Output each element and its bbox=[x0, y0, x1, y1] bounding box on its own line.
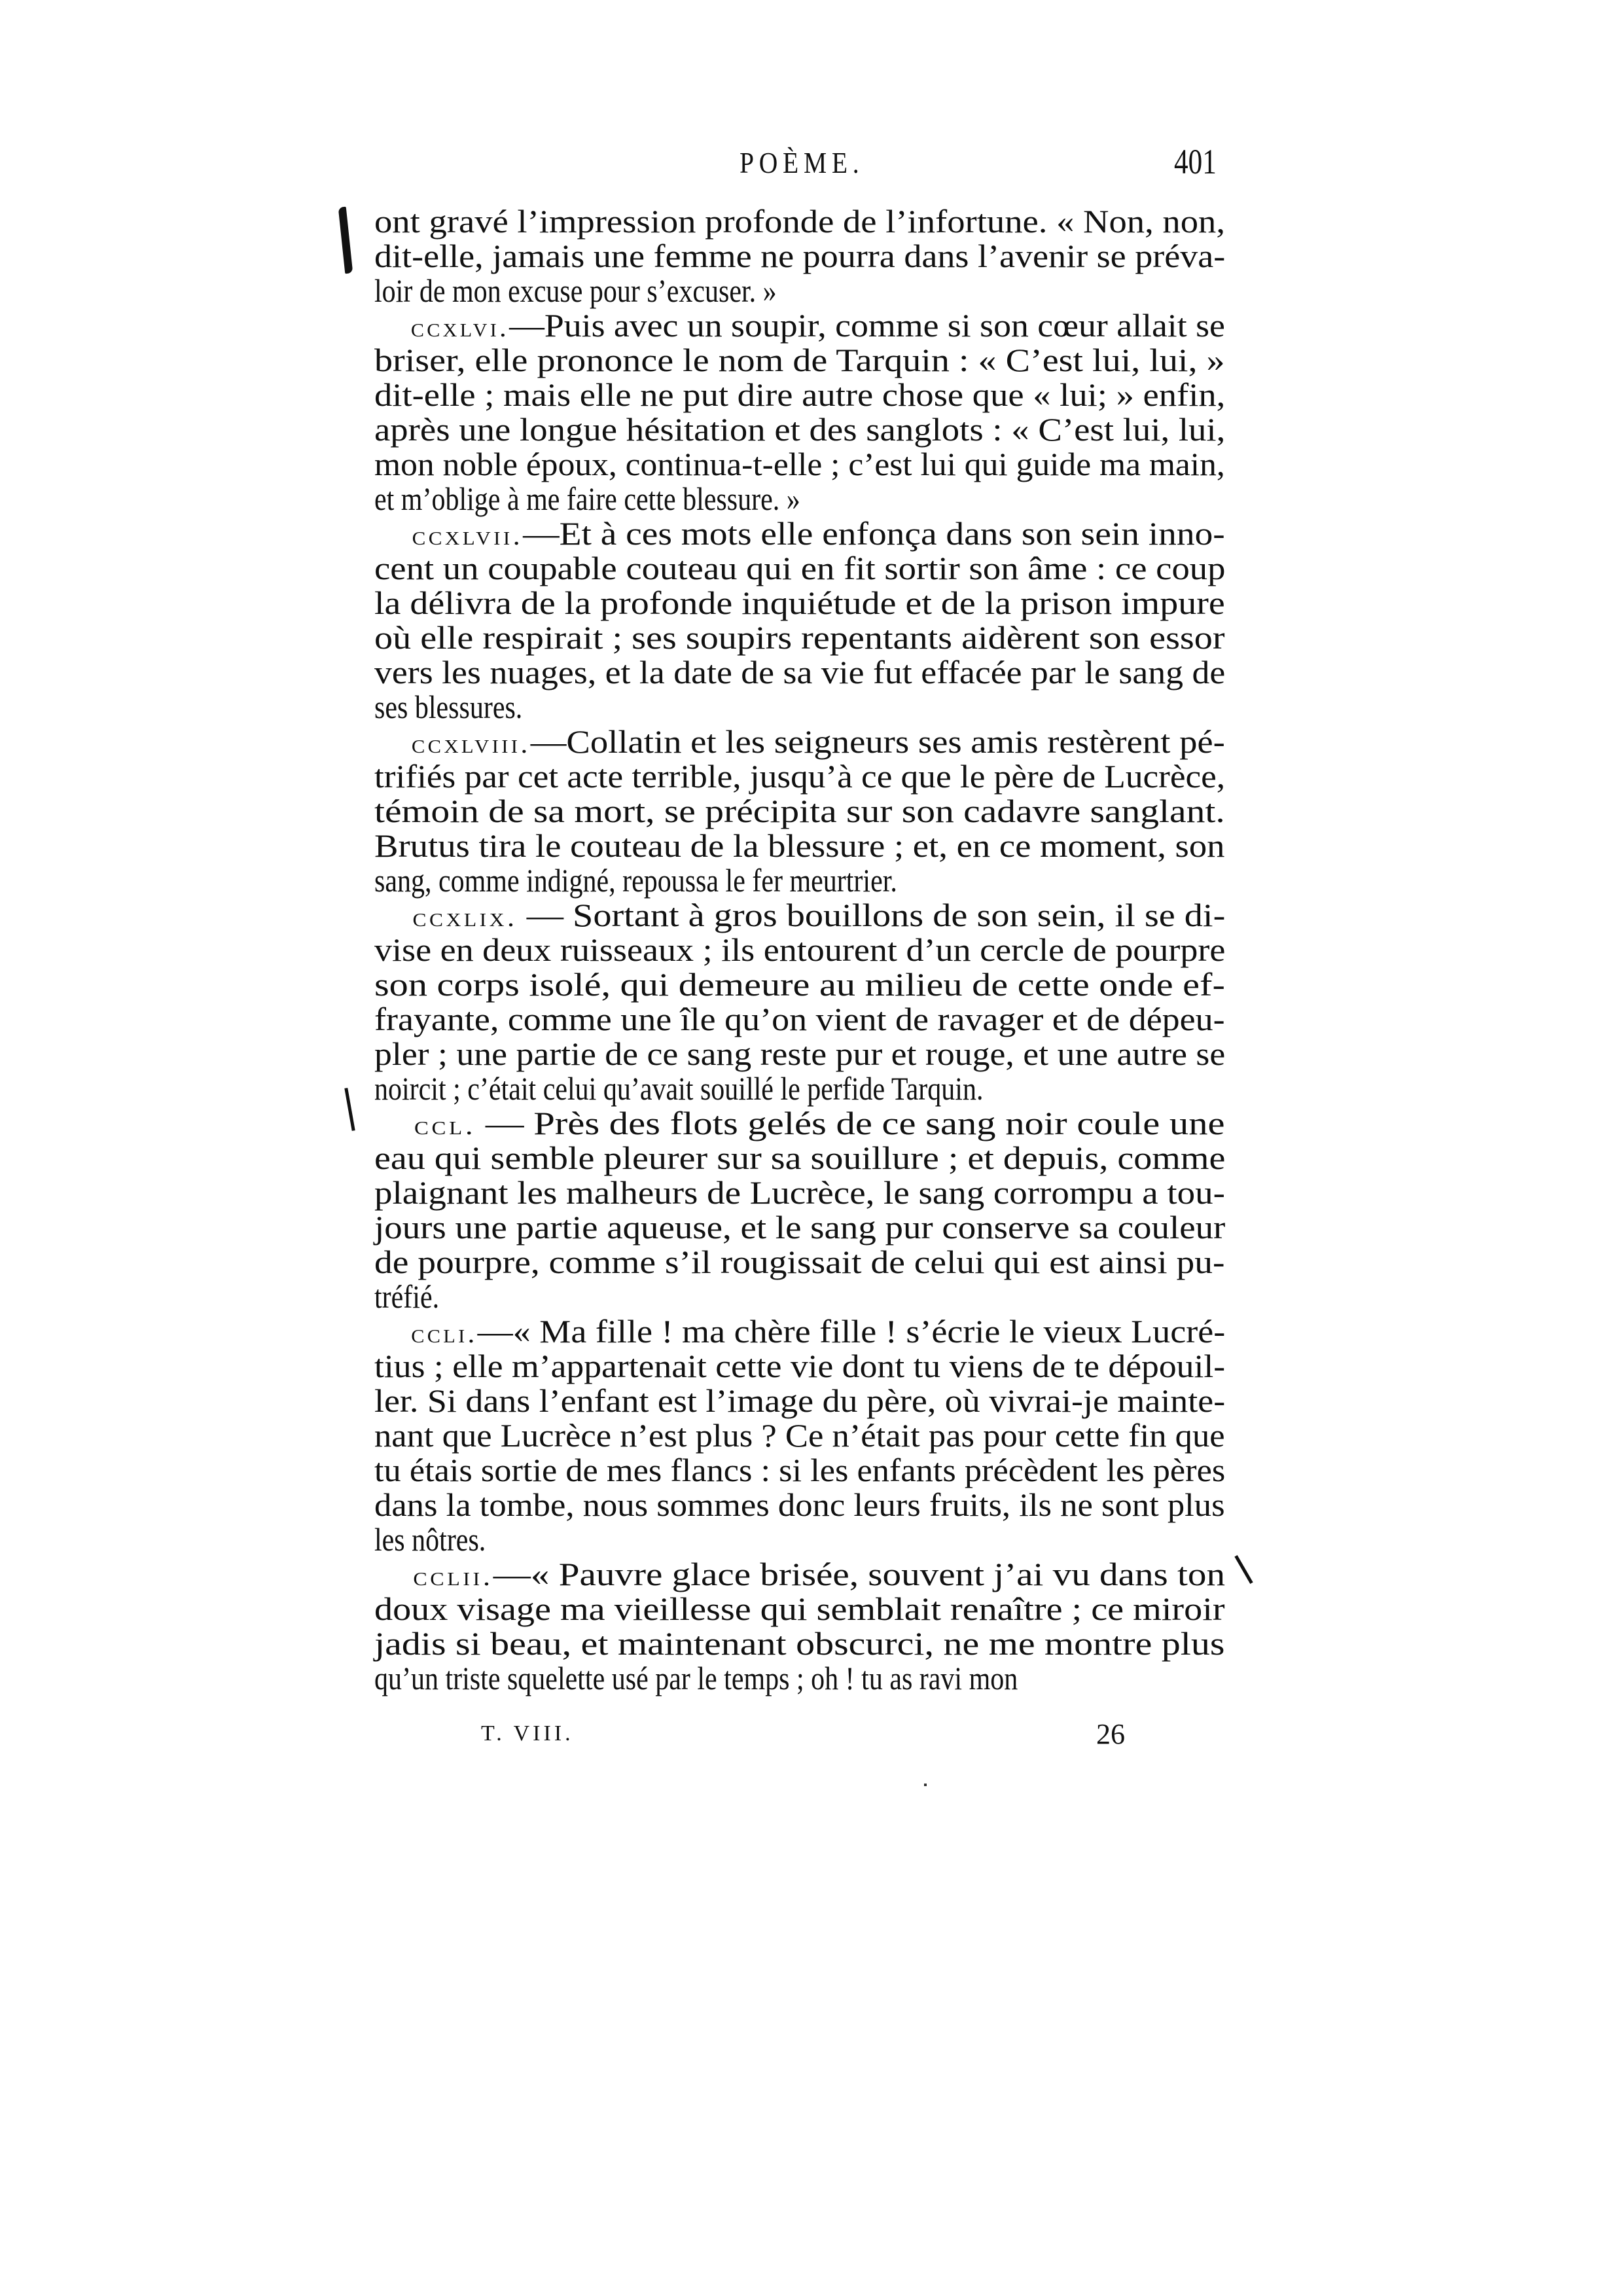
text-line bbox=[374, 378, 1225, 412]
text-line bbox=[374, 516, 1225, 551]
stanza-number: ccl. bbox=[414, 1111, 476, 1140]
line-text: qu’un triste squelette usé par le temps ; oh ! tu as ravi mon bbox=[374, 1660, 1018, 1696]
line-text: —Collatin et les seigneurs ses amis restèrent pé- bbox=[530, 723, 1225, 760]
stanza-number: cclii. bbox=[413, 1562, 493, 1591]
line-text: tu étais sortie de mes flancs : si les enfants précèdent les pères bbox=[374, 1452, 1226, 1488]
page-footer bbox=[0, 1718, 1623, 1761]
line-text: plaignant les malheurs de Lucrèce, le sang corrompu a tou- bbox=[374, 1174, 1225, 1211]
paragraph bbox=[374, 1106, 1225, 1314]
paragraph bbox=[374, 1314, 1225, 1557]
stanza-number: ccxlix. bbox=[412, 903, 518, 932]
line-text: après une longue hésitation et des sanglots : « C’est lui, lui, bbox=[374, 411, 1226, 448]
line-text: trifiés par cet acte terrible, jusqu’à ce que le père de Lucrèce, bbox=[374, 758, 1226, 795]
stanza-number: ccxlvi. bbox=[410, 313, 510, 342]
text-line bbox=[374, 1453, 1225, 1488]
text-line bbox=[374, 1626, 1225, 1661]
line-text: tréfié. bbox=[374, 1278, 440, 1315]
line-text: vers les nuages, et la date de sa vie fut effacée par le sang de bbox=[374, 654, 1226, 691]
paragraph bbox=[374, 725, 1225, 898]
line-text: nant que Lucrèce n’est plus ? Ce n’était pas pour cette fin que bbox=[374, 1417, 1225, 1454]
margin-bracket-mark bbox=[344, 1088, 355, 1131]
line-text: —Et à ces mots elle enfonça dans son sein inno- bbox=[523, 515, 1225, 552]
paragraph bbox=[374, 1557, 1225, 1696]
text-line bbox=[374, 1592, 1225, 1626]
line-text: son corps isolé, qui demeure au milieu de cette onde ef- bbox=[374, 966, 1225, 1003]
line-text: ses blessures. bbox=[374, 689, 523, 725]
text-line bbox=[374, 586, 1225, 620]
line-text: —« Ma fille ! ma chère fille ! s’écrie le vieux Lucré- bbox=[477, 1313, 1226, 1350]
text-line bbox=[374, 1071, 1225, 1106]
line-text: pler ; une partie de ce sang reste pur et rouge, et une autre se bbox=[374, 1035, 1226, 1072]
line-text: vise en deux ruisseaux ; ils entourent d’un cercle de pourpre bbox=[374, 931, 1226, 968]
text-line bbox=[374, 725, 1225, 759]
text-line bbox=[374, 620, 1225, 655]
stanza-number: ccli. bbox=[411, 1319, 478, 1348]
text-line bbox=[374, 655, 1225, 690]
line-text: — Sortant à gros bouillons de son sein, il se di- bbox=[517, 897, 1226, 933]
text-line bbox=[374, 829, 1225, 863]
line-text: dans la tombe, nous sommes donc leurs fruits, ils ne sont plus bbox=[374, 1486, 1225, 1523]
text-line bbox=[374, 551, 1225, 586]
text-line bbox=[374, 1210, 1225, 1245]
line-text: dit-elle, jamais une femme ne pourra dans l’avenir se préva- bbox=[374, 238, 1226, 274]
line-text: où elle respirait ; ses soupirs repentants aidèrent son essor bbox=[374, 619, 1225, 656]
line-text: ler. Si dans l’enfant est l’image du père, où vivrai-je mainte- bbox=[374, 1382, 1226, 1419]
line-text: dit-elle ; mais elle ne put dire autre chose que « lui; » enfin, bbox=[374, 376, 1226, 413]
line-text: ont gravé l’impression profonde de l’infortune. « Non, non, bbox=[374, 203, 1226, 240]
text-line bbox=[374, 447, 1225, 482]
paragraph bbox=[374, 898, 1225, 1106]
text-line bbox=[374, 898, 1225, 933]
text-line bbox=[374, 690, 1225, 725]
text-line bbox=[374, 1106, 1225, 1141]
running-title: POÈME. bbox=[740, 146, 865, 179]
signature-number: 26 bbox=[1096, 1718, 1125, 1750]
line-text: jours une partie aqueuse, et le sang pur conserve sa couleur bbox=[374, 1209, 1226, 1246]
text-line bbox=[374, 794, 1225, 829]
line-text: témoin de sa mort, se précipita sur son cadavre sanglant. bbox=[374, 793, 1225, 829]
line-text: loir de mon excuse pour s’excuser. » bbox=[374, 272, 777, 309]
text-line bbox=[374, 1349, 1225, 1384]
text-line bbox=[374, 1141, 1225, 1175]
line-text: jadis si beau, et maintenant obscurci, ne me montre plus bbox=[374, 1625, 1225, 1662]
text-line bbox=[374, 204, 1225, 239]
text-line bbox=[374, 482, 1225, 516]
line-text: noircit ; c’était celui qu’avait souillé le perfide Tarquin. bbox=[374, 1070, 984, 1107]
line-text: de pourpre, comme s’il rougissait de celui qui est ainsi pu- bbox=[374, 1244, 1225, 1280]
line-text: Brutus tira le couteau de la blessure ; et, en ce moment, son bbox=[374, 827, 1225, 864]
text-line bbox=[374, 967, 1225, 1002]
margin-bracket-mark bbox=[338, 207, 353, 274]
text-line bbox=[374, 1522, 1225, 1557]
text-line bbox=[374, 1175, 1225, 1210]
body-text bbox=[374, 204, 1225, 1696]
text-line bbox=[374, 412, 1225, 447]
text-line bbox=[374, 1661, 1225, 1696]
text-line bbox=[374, 308, 1225, 343]
text-line bbox=[374, 863, 1225, 898]
text-line bbox=[374, 1245, 1225, 1280]
stanza-number: ccxlvii. bbox=[412, 521, 524, 550]
paragraph bbox=[374, 204, 1225, 308]
text-line bbox=[374, 1280, 1225, 1314]
text-line bbox=[374, 933, 1225, 967]
scan-speck bbox=[924, 1784, 927, 1786]
paragraph bbox=[374, 516, 1225, 725]
running-head bbox=[374, 142, 1225, 185]
text-line bbox=[374, 343, 1225, 378]
text-line bbox=[374, 1037, 1225, 1071]
line-text: frayante, comme une île qu’on vient de ravager et de dépeu- bbox=[374, 1001, 1225, 1037]
text-line bbox=[374, 239, 1225, 274]
line-text: briser, elle prononce le nom de Tarquin : « C’est lui, lui, » bbox=[374, 342, 1225, 378]
text-line bbox=[374, 1557, 1225, 1592]
line-text: —Puis avec un soupir, comme si son cœur allait se bbox=[509, 307, 1225, 344]
line-text: mon noble époux, continua-t-elle ; c’est lui qui guide ma main, bbox=[374, 446, 1225, 482]
text-line bbox=[374, 759, 1225, 794]
text-line bbox=[374, 1418, 1225, 1453]
line-text: la délivra de la profonde inquiétude et de la prison impure bbox=[374, 584, 1225, 621]
line-text: —« Pauvre glace brisée, souvent j’ai vu dans ton bbox=[493, 1556, 1226, 1592]
text-line bbox=[374, 1002, 1225, 1037]
text-line bbox=[374, 274, 1225, 308]
line-text: cent un coupable couteau qui en fit sortir son âme : ce coup bbox=[374, 550, 1226, 586]
volume-signature: T. VIII. bbox=[481, 1721, 574, 1746]
line-text: — Près des flots gelés de ce sang noir coule une bbox=[476, 1105, 1225, 1141]
text-line bbox=[374, 1384, 1225, 1418]
line-text: tius ; elle m’appartenait cette vie dont tu viens de te dépouil- bbox=[374, 1348, 1226, 1384]
line-text: doux visage ma vieillesse qui semblait renaître ; ce miroir bbox=[374, 1590, 1225, 1627]
line-text: sang, comme indigné, repoussa le fer meurtrier. bbox=[374, 862, 897, 899]
stanza-number: ccxlviii. bbox=[411, 729, 531, 759]
line-text: les nôtres. bbox=[374, 1521, 486, 1558]
margin-tick-mark bbox=[1234, 1555, 1253, 1584]
text-line bbox=[374, 1314, 1225, 1349]
line-text: et m’oblige à me faire cette blessure. » bbox=[374, 480, 800, 517]
paragraph bbox=[374, 308, 1225, 516]
line-text: eau qui semble pleurer sur sa souillure ; et depuis, comme bbox=[374, 1139, 1226, 1176]
text-line bbox=[374, 1488, 1225, 1522]
page-number: 401 bbox=[1174, 142, 1217, 181]
